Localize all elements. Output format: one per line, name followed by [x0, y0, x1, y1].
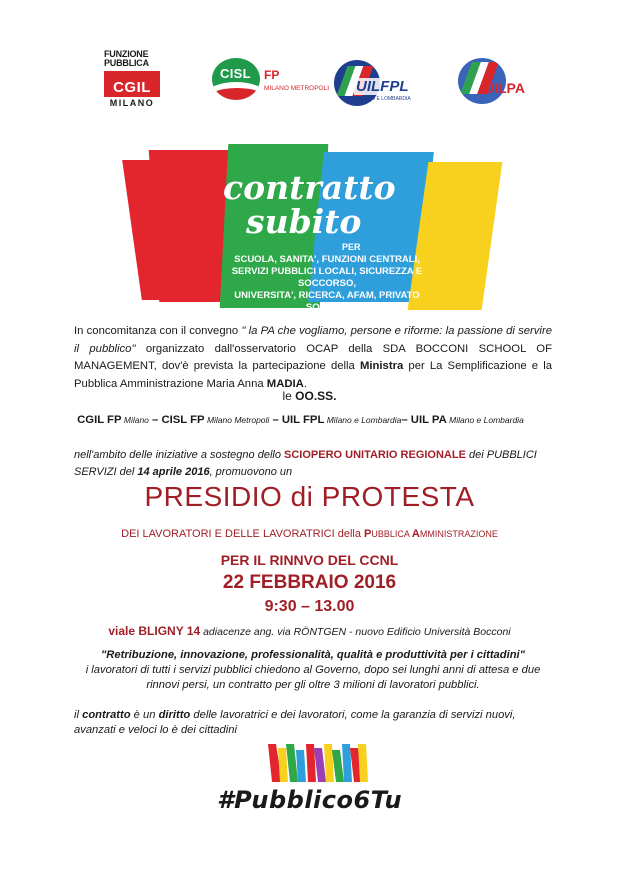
intro-text: . — [303, 377, 307, 390]
unions-list — [74, 412, 552, 429]
uilfpl-logo-sub: MILANO E LOMBARDIA — [356, 96, 411, 102]
intro-text: per La Semplificazione e la Pubblica Amministrazione Maria Anna — [74, 360, 552, 390]
sciopero-label: SCIOPERO UNITARIO REGIONALE — [284, 449, 466, 461]
dei-text: DEI LAVORATORI E DELLE LAVORATRICI della — [121, 528, 365, 540]
dei-text: UBBLICA — [371, 529, 412, 539]
banner-sector-line: SERVIZI PUBBLICI LOCALI, SICUREZZA E SOCCORSO, — [231, 266, 423, 289]
cisl-logo-fp: FP — [264, 68, 280, 82]
banner-sector-line: UNIVERSITA', RICERCA, AFAM, PRIVATO SOCIALE — [234, 290, 420, 313]
union-cgil-loc: Milano — [121, 415, 149, 425]
union-uilpa: UIL PA — [410, 414, 447, 426]
union-cisl-loc: Milano Metropoli — [204, 415, 270, 425]
ooss-text: OO.SS. — [295, 389, 337, 403]
union-uil: UIL FPL — [281, 414, 325, 426]
banner-sector-line: SCUOLA, SANITA', FUNZIONI CENTRALI, — [234, 254, 420, 265]
cisl-logo-name: CISL — [220, 66, 251, 81]
le-ooss — [0, 389, 619, 403]
le-text: le — [282, 389, 296, 403]
union-sep: – — [148, 414, 162, 426]
contratto-subito-banner — [128, 138, 496, 313]
slogan-paragraph — [74, 648, 552, 693]
cgil-logo-line1: FUNZIONE — [104, 49, 149, 59]
union-cgil: CGIL FP — [77, 414, 122, 426]
union-uil-loc: Milano e Lombardia — [324, 415, 402, 425]
nell-text: , promuovono un — [209, 466, 293, 478]
event-date: 22 FEBBRAIO 2016 — [222, 572, 397, 593]
cgil-logo-name: CGIL — [104, 71, 160, 97]
banner-sectors — [212, 254, 442, 314]
slogan-body: i lavoratori di tutti i servizi pubblici chiedono al Governo, dopo sei lunghi anni di attesa e due rinnovi persi, un contratto per gli oltre 3 milioni di lavoratori pubblici. — [85, 664, 541, 691]
workers-subtitle — [0, 528, 619, 540]
ministra-label: Ministra — [359, 360, 404, 372]
hashtag: #Pubblico6Tu — [216, 786, 403, 814]
uil-fpl-logo — [334, 60, 422, 106]
uilpa-logo-name: UILPA — [484, 80, 525, 96]
cisl-logo-sub: MILANO METROPOLI — [264, 85, 330, 92]
uil-pa-logo — [458, 58, 538, 104]
colorful-figures-icon — [262, 740, 372, 786]
cgil-logo-city: MILANO — [109, 98, 155, 108]
contract-text: delle lavoratrici e dei lavoratori, come la garanzia di servizi nuovi, avanzati e veloci lo è dei cittadini — [74, 709, 516, 736]
intro-text: In concomitanza con il convegno — [74, 325, 242, 337]
dei-cap-p: P — [364, 528, 372, 540]
banner-per: PER — [342, 242, 361, 252]
cisl-fp-logo — [212, 58, 332, 100]
sciopero-paragraph — [74, 447, 552, 481]
dei-text: MMINISTRAZIONE — [419, 529, 498, 539]
union-sep: – — [269, 414, 282, 426]
rinnovo-ccnl: PER IL RINNVO DEL CCNL — [220, 552, 399, 568]
place-detail: adiacenze ang. via RÖNTGEN - nuovo Edificio Università Bocconi — [200, 626, 511, 638]
contract-text: il — [74, 709, 83, 721]
place-street: viale BLIGNY 14 — [108, 624, 201, 638]
dei-cap-a: A — [411, 528, 420, 540]
intro-text: organizzato dall'osservatorio OCAP della SDA BOCCONI SCHOOL OF MANAGEMENT, dov'è prevista la partecipazione della — [74, 342, 552, 372]
event-time: 9:30 – 13.00 — [264, 598, 355, 615]
sciopero-date: 14 aprile 2016 — [137, 466, 210, 478]
cgil-logo-line2: PUBBLICA — [104, 58, 149, 68]
cisl-emblem-icon — [212, 58, 260, 100]
slogan-text: "Retribuzione, innovazione, professionalità, qualità e produttività per i cittadini" — [101, 649, 525, 661]
contract-paragraph — [74, 708, 552, 738]
contract-text: è un — [130, 709, 159, 721]
nell-text: dei PUBBLICI SERVIZI del — [74, 449, 537, 478]
union-cisl: CISL FP — [161, 414, 205, 426]
diritto-word: diritto — [158, 709, 191, 721]
union-sep: – — [401, 414, 411, 426]
uilfpl-logo-name: UILFPL — [356, 78, 409, 95]
cgil-fp-logo — [104, 50, 160, 108]
event-place — [0, 624, 619, 638]
nell-text: nell'ambito delle iniziative a sostegno dello — [74, 449, 285, 461]
intro-paragraph — [74, 323, 552, 393]
presidio-title: PRESIDIO di PROTESTA — [144, 481, 475, 512]
madia-label: MADIA — [266, 377, 304, 390]
convegno-title: " la PA che vogliamo, persone e riforme: la passione di servire il pubblico" — [74, 325, 552, 355]
banner-title-line1: contratto — [223, 168, 396, 207]
contract-word: contratto — [82, 709, 131, 721]
banner-title-line2: subito — [246, 202, 362, 241]
union-uilpa-loc: Milano e Lombardia — [446, 415, 524, 425]
